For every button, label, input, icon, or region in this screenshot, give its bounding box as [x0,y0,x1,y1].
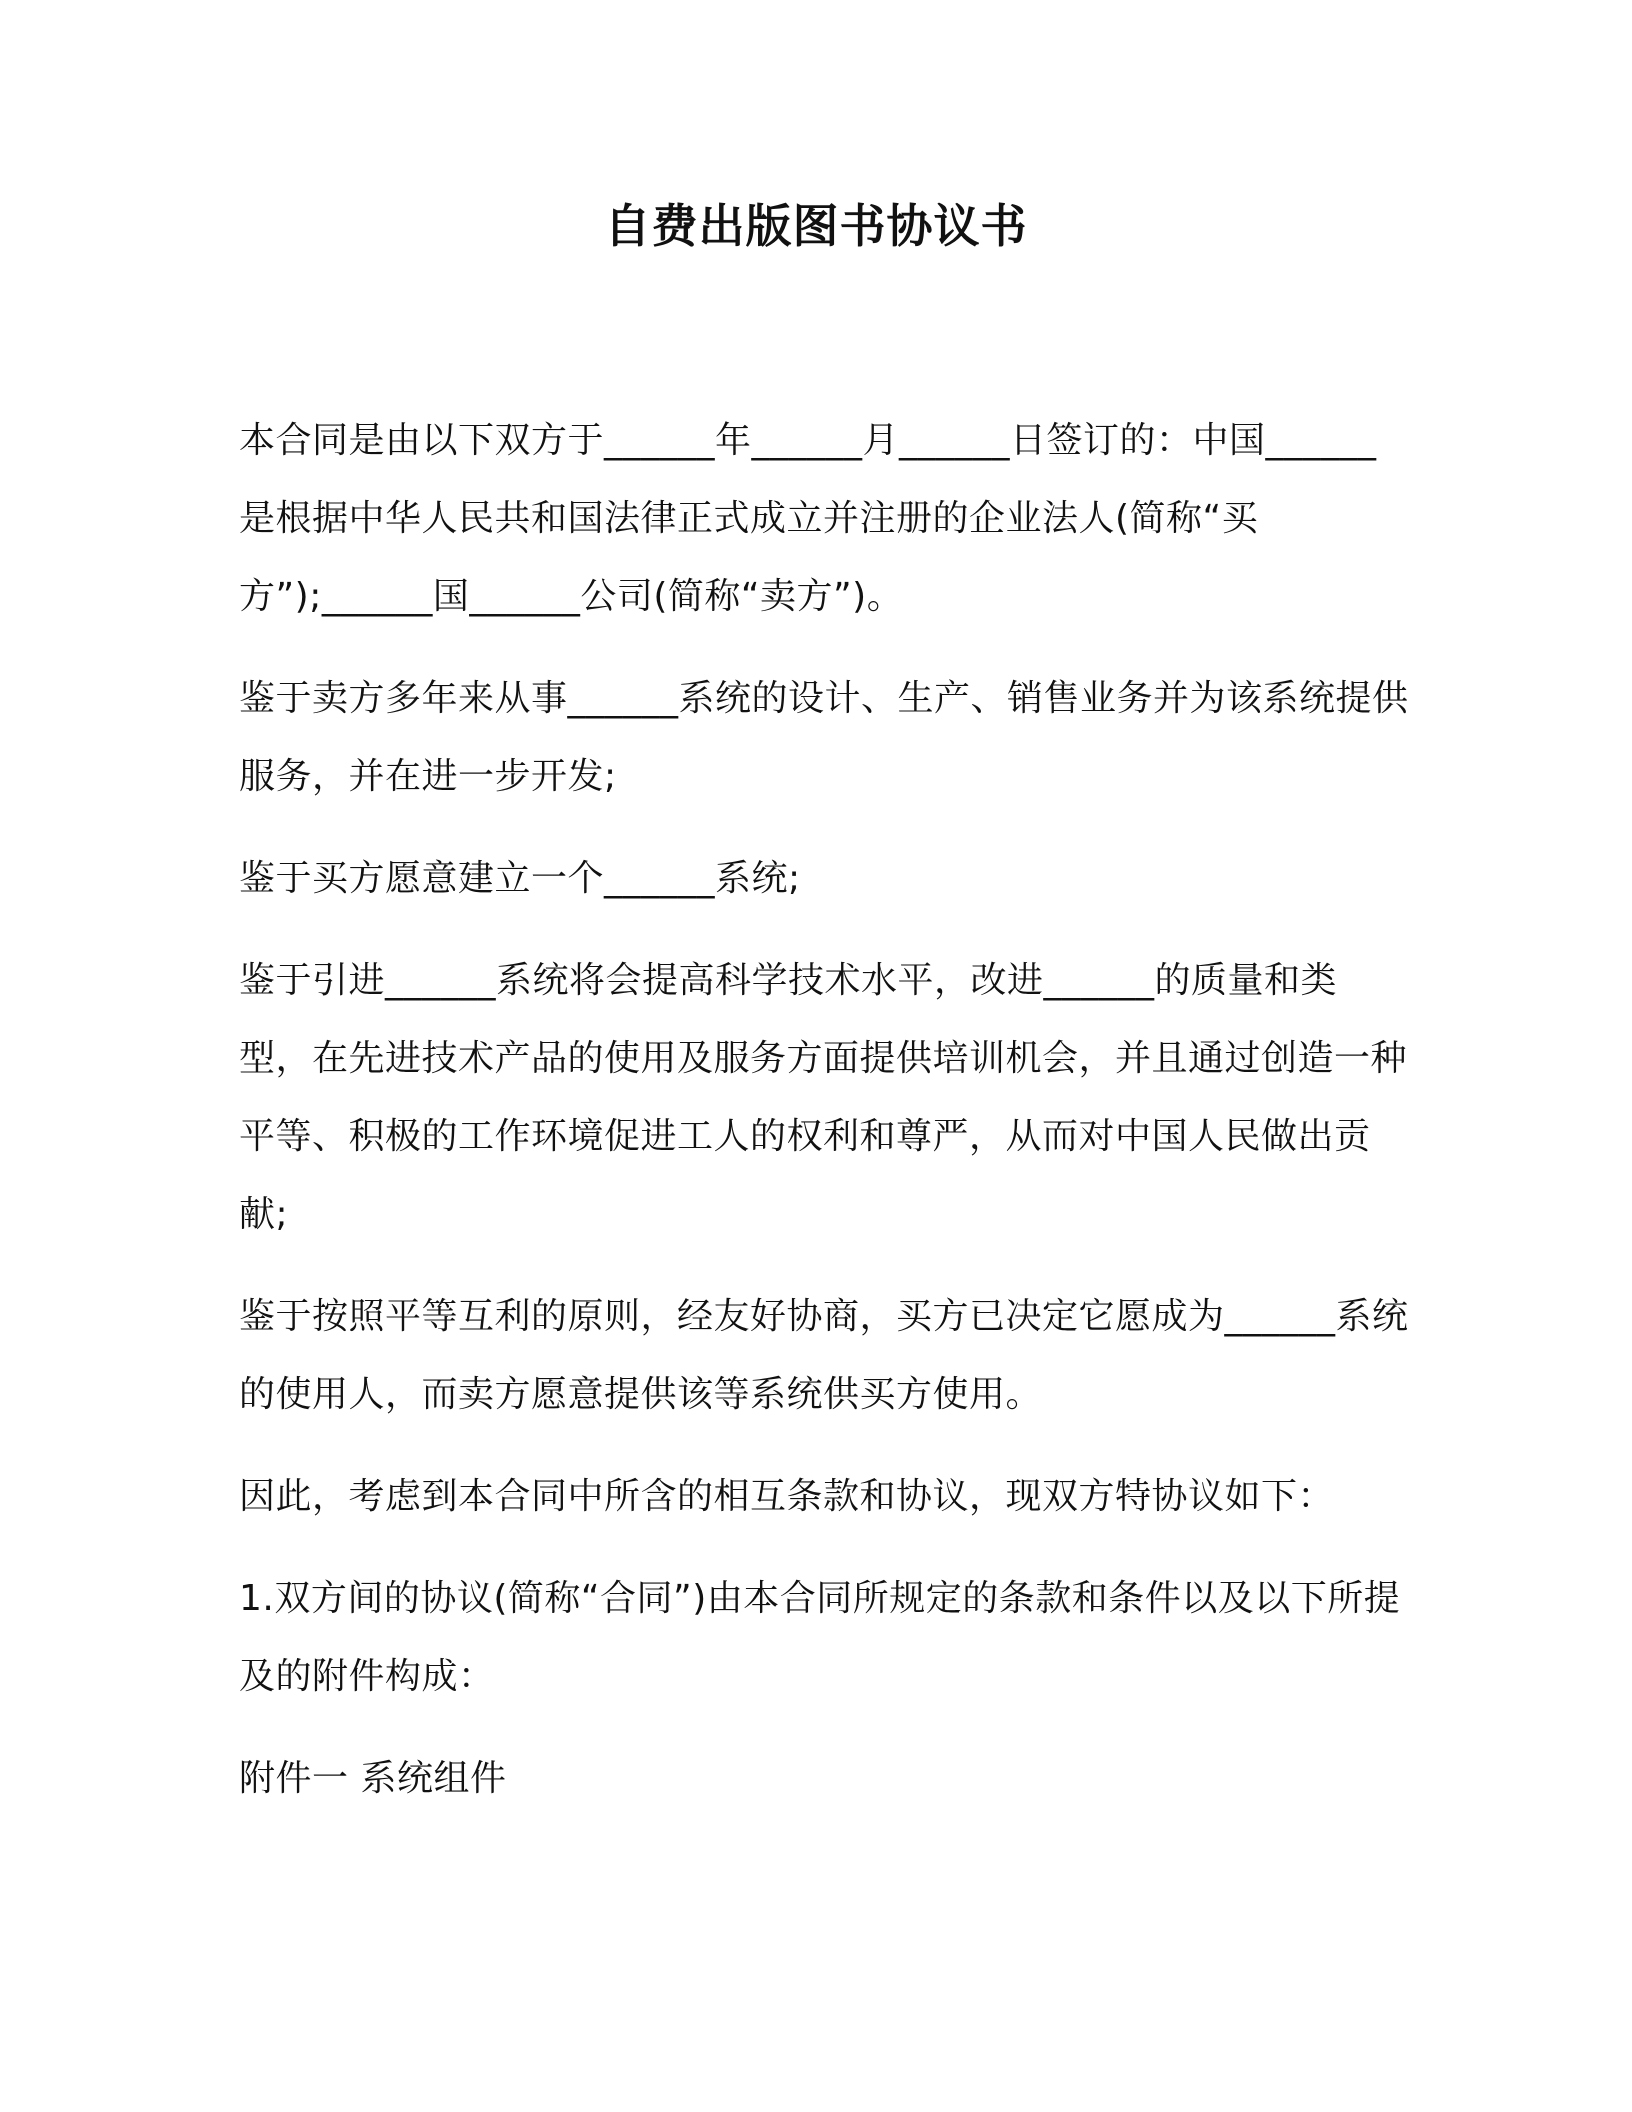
paragraph-therefore: 因此，考虑到本合同中所含的相互条款和协议，现双方特协议如下： [239,1476,1335,1517]
paragraph-benefits: 鉴于引进______系统将会提高科学技术水平，改进______的质量和类型，在先进技术产品的使用及服务方面提供培训机会，并且通过创造一种平等、积极的工作环境促进工人的权利和尊严，从而对中国人民做出贡献; [239,960,1408,1235]
paragraph-buyer-intent: 鉴于买方愿意建立一个______系统; [239,858,801,899]
annex-1: 附件一 系统组件 [239,1758,507,1799]
clause-1: 1.双方间的协议(简称“合同”)由本合同所规定的条款和条件以及以下所提及的附件构成： [239,1578,1401,1697]
paragraph-seller-background: 鉴于卖方多年来从事______系统的设计、生产、销售业务并为该系统提供服务，并在进一步开发; [239,678,1409,797]
paragraph-mutual-benefit: 鉴于按照平等互利的原则，经友好协商，买方已决定它愿成为______系统的使用人，而卖方愿意提供该等系统供买方使用。 [239,1296,1409,1415]
document-body [239,402,1409,1842]
paragraph-parties: 本合同是由以下双方于______年______月______日签订的：中国______是根据中华人民共和国法律正式成立并注册的企业法人(简称“买方”);______国______公司(简称“卖方”)。 [239,420,1377,617]
document-title: 自费出版图书协议书 [604,199,1028,253]
